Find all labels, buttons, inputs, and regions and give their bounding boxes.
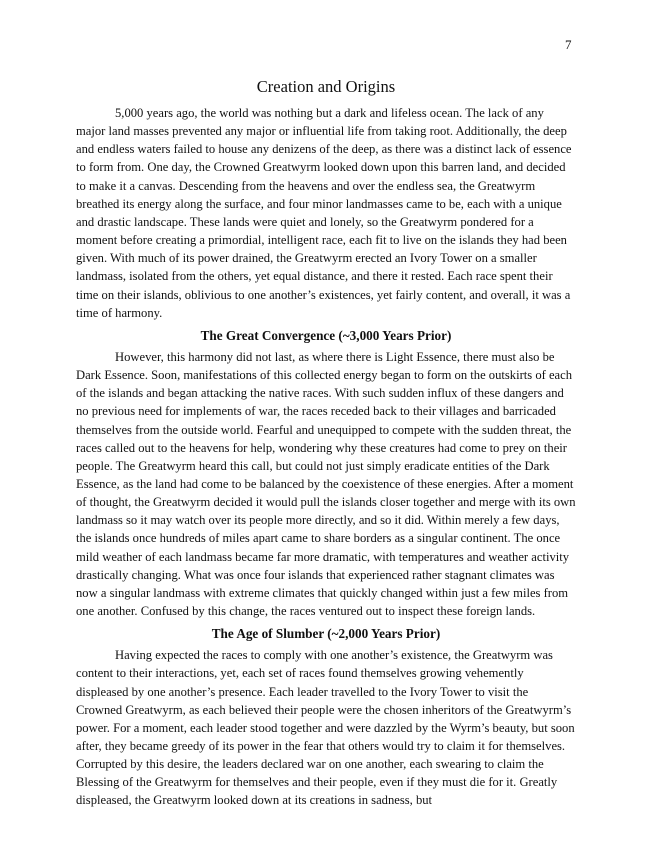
- paragraph-great-convergence: However, this harmony did not last, as where there is Light Essence, there must also be Dark Essence. Soon, manifestations of this collected energy began to form on the outskirts of each of the islands and began attacking the native races. With such sudden influx of these dangers and no previous need for implements of war, the races receded back to their villages and barricaded themselves from the outside world. Fearful and unequipped to compete with the sudden threat, the races called out to the heavens for help, wondering why these creatures had come to prey on their people. The Greatwyrm heard this call, but could not just simply eradicate entities of the Dark Essence, as the land had come to be balanced by the coexistence of these energies. After a moment of thought, the Greatwyrm decided it would pull the islands closer together and merge with its own landmass so it may watch over its people more directly, and so it did. Within merely a few days, the islands once hundreds of miles apart came to share borders as a singular continent. The once mild weather of each landmass became far more dramatic, with temperatures and weather activity drastically changing. What was once four islands that experienced rather stagnant climates was now a singular landmass with extreme climates that quickly changed within just a few miles from one another. Confused by this change, the races ventured out to inspect these foreign lands.: [76, 349, 576, 619]
- section-heading-great-convergence: The Great Convergence (~3,000 Years Prior): [200, 327, 452, 343]
- page-title: Creation and Origins: [256, 77, 396, 96]
- paragraph-age-of-slumber: Having expected the races to comply with one another’s existence, the Greatwyrm was content to their interactions, yet, each set of races found themselves growing vehemently displeased by one another’s presence. Each leader travelled to the Ivory Tower to visit the Crowned Greatwyrm, as each believed their people were the chosen inheritors of the Greatwyrm’s power. For a moment, each leader stood together and were dazzled by the Wyrm’s beauty, but soon after, they became greedy of its power in the fear that others would try to claim it for themselves. Corrupted by this desire, the leaders declared war on one another, each swearing to claim the Blessing of the Greatwyrm for themselves and their people, even if they must die for it. Greatly displeased, the Greatwyrm looked down at its creations in sadness, but: [76, 648, 575, 808]
- section-heading-age-of-slumber: The Age of Slumber (~2,000 Years Prior): [211, 626, 441, 642]
- page-number: 7: [565, 37, 572, 52]
- document-body: [76, 76, 576, 815]
- paragraph-creation: 5,000 years ago, the world was nothing but a dark and lifeless ocean. The lack of any major land masses prevented any major or influential life from taking root. Additionally, the deep and endless waters failed to house any denizens of the deep, as there was a distinct lack of essence to form from. One day, the Crowned Greatwyrm looked down upon this barren land, and decided to make it a canvas. Descending from the heavens and over the endless sea, the Greatwyrm breathed its energy along the surface, and four minor landmasses came to be, each with a unique and drastic landscape. These lands were quiet and lonely, so the Greatwyrm pondered for a moment before creating a primordial, intelligent race, each fit to live on the islands they had been given. With much of its power drained, the Greatwyrm erected an Ivory Tower on a smaller landmass, isolated from the others, yet equal distance, and there it rested. Each race spent their time on their islands, oblivious to one another’s existences, yet fairly content, and overall, it was a time of harmony.: [76, 106, 572, 320]
